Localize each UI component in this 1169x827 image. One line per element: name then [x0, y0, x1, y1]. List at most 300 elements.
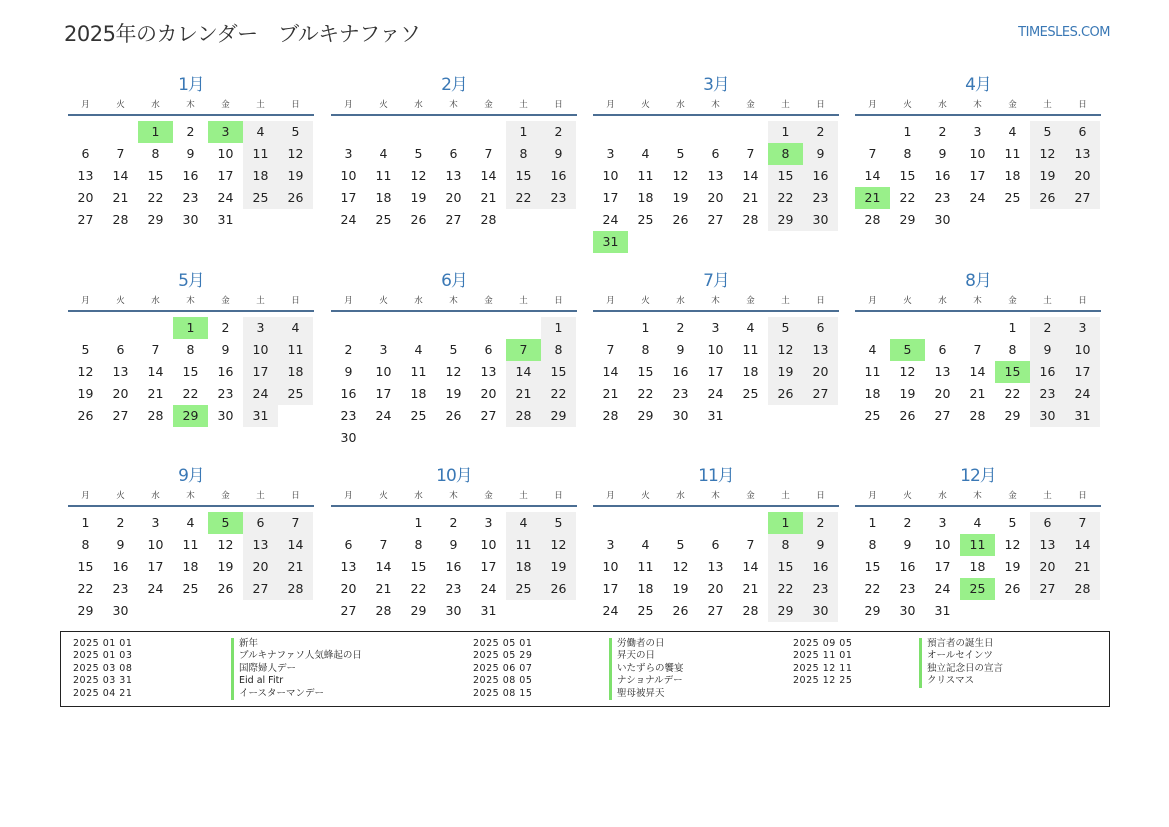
- day-cell[interactable]: 20: [243, 556, 278, 578]
- day-cell[interactable]: 22: [506, 187, 541, 209]
- day-cell[interactable]: 23: [182, 190, 199, 205]
- day-cell[interactable]: 26: [768, 383, 803, 405]
- day-cell[interactable]: 27: [1065, 187, 1100, 209]
- day-cell[interactable]: 12: [672, 559, 689, 574]
- day-cell[interactable]: 21: [506, 383, 541, 405]
- day-cell[interactable]: 19: [672, 190, 689, 205]
- day-cell[interactable]: 6: [1030, 512, 1065, 534]
- day-cell[interactable]: 5: [1030, 121, 1065, 143]
- day-cell[interactable]: 13: [77, 168, 94, 183]
- day-cell[interactable]: 3: [711, 320, 720, 335]
- day-cell[interactable]: 15: [864, 559, 881, 574]
- day-cell[interactable]: 30: [340, 430, 357, 445]
- day-cell[interactable]: 6: [344, 537, 353, 552]
- day-cell[interactable]: 29: [899, 212, 916, 227]
- day-cell[interactable]: 27: [1030, 578, 1065, 600]
- day-cell[interactable]: 19: [217, 559, 234, 574]
- day-cell[interactable]: 28: [147, 408, 164, 423]
- day-cell[interactable]: 18: [864, 386, 881, 401]
- day-cell[interactable]: 14: [864, 168, 881, 183]
- day-cell[interactable]: 23: [899, 581, 916, 596]
- day-cell[interactable]: 3: [484, 515, 493, 530]
- day-cell[interactable]: 18: [506, 556, 541, 578]
- day-cell[interactable]: 21: [147, 386, 164, 401]
- day-cell[interactable]: 15: [147, 168, 164, 183]
- day-cell[interactable]: 3: [938, 515, 947, 530]
- day-cell[interactable]: 23: [1030, 383, 1065, 405]
- day-cell[interactable]: 28: [742, 603, 759, 618]
- day-cell[interactable]: 15: [541, 361, 576, 383]
- day-cell[interactable]: 1: [868, 515, 877, 530]
- day-cell[interactable]: 13: [480, 364, 497, 379]
- day-cell[interactable]: 11: [506, 534, 541, 556]
- day-cell[interactable]: 13: [707, 168, 724, 183]
- day-cell[interactable]: 25: [375, 212, 392, 227]
- day-cell[interactable]: 26: [541, 578, 576, 600]
- holiday-day-cell[interactable]: 8: [768, 143, 803, 165]
- day-cell[interactable]: 5: [541, 512, 576, 534]
- day-cell[interactable]: 20: [707, 190, 724, 205]
- day-cell[interactable]: 6: [484, 342, 493, 357]
- day-cell[interactable]: 6: [938, 342, 947, 357]
- day-cell[interactable]: 27: [480, 408, 497, 423]
- day-cell[interactable]: 12: [1030, 143, 1065, 165]
- day-cell[interactable]: 13: [934, 364, 951, 379]
- day-cell[interactable]: 9: [186, 146, 195, 161]
- day-cell[interactable]: 27: [803, 383, 838, 405]
- day-cell[interactable]: 24: [243, 383, 278, 405]
- day-cell[interactable]: 19: [445, 386, 462, 401]
- day-cell[interactable]: 13: [1065, 143, 1100, 165]
- day-cell[interactable]: 6: [81, 146, 90, 161]
- day-cell[interactable]: 11: [410, 364, 427, 379]
- day-cell[interactable]: 4: [1008, 124, 1017, 139]
- day-cell[interactable]: 14: [112, 168, 129, 183]
- day-cell[interactable]: 30: [445, 603, 462, 618]
- day-cell[interactable]: 16: [1030, 361, 1065, 383]
- day-cell[interactable]: 23: [934, 190, 951, 205]
- day-cell[interactable]: 15: [768, 165, 803, 187]
- holiday-day-cell[interactable]: 3: [208, 121, 243, 143]
- day-cell[interactable]: 20: [707, 581, 724, 596]
- day-cell[interactable]: 7: [278, 512, 313, 534]
- day-cell[interactable]: 29: [147, 212, 164, 227]
- day-cell[interactable]: 24: [340, 212, 357, 227]
- day-cell[interactable]: 24: [480, 581, 497, 596]
- day-cell[interactable]: 22: [77, 581, 94, 596]
- day-cell[interactable]: 25: [637, 603, 654, 618]
- day-cell[interactable]: 30: [112, 603, 129, 618]
- day-cell[interactable]: 12: [899, 364, 916, 379]
- day-cell[interactable]: 10: [934, 537, 951, 552]
- day-cell[interactable]: 14: [602, 364, 619, 379]
- day-cell[interactable]: 11: [375, 168, 392, 183]
- day-cell[interactable]: 1: [1008, 320, 1017, 335]
- day-cell[interactable]: 4: [414, 342, 423, 357]
- day-cell[interactable]: 4: [641, 146, 650, 161]
- day-cell[interactable]: 18: [1004, 168, 1021, 183]
- day-cell[interactable]: 5: [676, 146, 685, 161]
- day-cell[interactable]: 3: [344, 146, 353, 161]
- day-cell[interactable]: 5: [768, 317, 803, 339]
- day-cell[interactable]: 23: [803, 187, 838, 209]
- day-cell[interactable]: 11: [182, 537, 199, 552]
- day-cell[interactable]: 29: [768, 600, 803, 622]
- day-cell[interactable]: 29: [77, 603, 94, 618]
- day-cell[interactable]: 26: [672, 212, 689, 227]
- day-cell[interactable]: 18: [410, 386, 427, 401]
- day-cell[interactable]: 8: [768, 534, 803, 556]
- holiday-day-cell[interactable]: 5: [890, 339, 925, 361]
- day-cell[interactable]: 30: [217, 408, 234, 423]
- day-cell[interactable]: 17: [217, 168, 234, 183]
- day-cell[interactable]: 9: [1030, 339, 1065, 361]
- day-cell[interactable]: 29: [541, 405, 576, 427]
- day-cell[interactable]: 1: [541, 317, 576, 339]
- day-cell[interactable]: 22: [637, 386, 654, 401]
- day-cell[interactable]: 11: [864, 364, 881, 379]
- day-cell[interactable]: 5: [676, 537, 685, 552]
- day-cell[interactable]: 16: [803, 556, 838, 578]
- day-cell[interactable]: 9: [449, 537, 458, 552]
- day-cell[interactable]: 25: [506, 578, 541, 600]
- day-cell[interactable]: 15: [506, 165, 541, 187]
- day-cell[interactable]: 3: [1065, 317, 1100, 339]
- holiday-day-cell[interactable]: 31: [593, 231, 628, 253]
- day-cell[interactable]: 2: [344, 342, 353, 357]
- day-cell[interactable]: 3: [973, 124, 982, 139]
- day-cell[interactable]: 12: [1004, 537, 1021, 552]
- day-cell[interactable]: 9: [116, 537, 125, 552]
- day-cell[interactable]: 27: [445, 212, 462, 227]
- day-cell[interactable]: 16: [934, 168, 951, 183]
- day-cell[interactable]: 18: [375, 190, 392, 205]
- day-cell[interactable]: 10: [969, 146, 986, 161]
- day-cell[interactable]: 16: [899, 559, 916, 574]
- day-cell[interactable]: 26: [672, 603, 689, 618]
- day-cell[interactable]: 9: [903, 537, 912, 552]
- day-cell[interactable]: 15: [77, 559, 94, 574]
- day-cell[interactable]: 11: [637, 168, 654, 183]
- day-cell[interactable]: 18: [637, 581, 654, 596]
- day-cell[interactable]: 28: [278, 578, 313, 600]
- day-cell[interactable]: 19: [672, 581, 689, 596]
- day-cell[interactable]: 24: [217, 190, 234, 205]
- day-cell[interactable]: 18: [182, 559, 199, 574]
- day-cell[interactable]: 25: [742, 386, 759, 401]
- day-cell[interactable]: 3: [379, 342, 388, 357]
- day-cell[interactable]: 19: [899, 386, 916, 401]
- day-cell[interactable]: 28: [1065, 578, 1100, 600]
- day-cell[interactable]: 2: [116, 515, 125, 530]
- day-cell[interactable]: 6: [711, 537, 720, 552]
- day-cell[interactable]: 28: [506, 405, 541, 427]
- day-cell[interactable]: 4: [973, 515, 982, 530]
- holiday-day-cell[interactable]: 7: [506, 339, 541, 361]
- day-cell[interactable]: 3: [243, 317, 278, 339]
- day-cell[interactable]: 20: [803, 361, 838, 383]
- day-cell[interactable]: 18: [637, 190, 654, 205]
- day-cell[interactable]: 16: [182, 168, 199, 183]
- day-cell[interactable]: 8: [506, 143, 541, 165]
- day-cell[interactable]: 26: [1030, 187, 1065, 209]
- day-cell[interactable]: 14: [1065, 534, 1100, 556]
- day-cell[interactable]: 13: [112, 364, 129, 379]
- day-cell[interactable]: 2: [541, 121, 576, 143]
- day-cell[interactable]: 22: [768, 187, 803, 209]
- day-cell[interactable]: 17: [969, 168, 986, 183]
- day-cell[interactable]: 4: [641, 537, 650, 552]
- day-cell[interactable]: 27: [243, 578, 278, 600]
- day-cell[interactable]: 22: [864, 581, 881, 596]
- day-cell[interactable]: 7: [116, 146, 125, 161]
- day-cell[interactable]: 19: [768, 361, 803, 383]
- day-cell[interactable]: 8: [641, 342, 650, 357]
- day-cell[interactable]: 11: [742, 342, 759, 357]
- day-cell[interactable]: 18: [969, 559, 986, 574]
- day-cell[interactable]: 29: [410, 603, 427, 618]
- day-cell[interactable]: 17: [480, 559, 497, 574]
- day-cell[interactable]: 30: [803, 209, 838, 231]
- day-cell[interactable]: 3: [606, 146, 615, 161]
- day-cell[interactable]: 24: [969, 190, 986, 205]
- day-cell[interactable]: 28: [375, 603, 392, 618]
- day-cell[interactable]: 30: [934, 212, 951, 227]
- day-cell[interactable]: 21: [602, 386, 619, 401]
- day-cell[interactable]: 30: [182, 212, 199, 227]
- day-cell[interactable]: 17: [602, 581, 619, 596]
- day-cell[interactable]: 18: [243, 165, 278, 187]
- day-cell[interactable]: 7: [1065, 512, 1100, 534]
- day-cell[interactable]: 7: [746, 146, 755, 161]
- day-cell[interactable]: 26: [445, 408, 462, 423]
- day-cell[interactable]: 6: [803, 317, 838, 339]
- day-cell[interactable]: 23: [672, 386, 689, 401]
- day-cell[interactable]: 12: [672, 168, 689, 183]
- day-cell[interactable]: 31: [217, 212, 234, 227]
- day-cell[interactable]: 27: [934, 408, 951, 423]
- day-cell[interactable]: 31: [480, 603, 497, 618]
- day-cell[interactable]: 14: [742, 559, 759, 574]
- holiday-day-cell[interactable]: 15: [995, 361, 1030, 383]
- day-cell[interactable]: 10: [147, 537, 164, 552]
- day-cell[interactable]: 26: [1004, 581, 1021, 596]
- day-cell[interactable]: 17: [1065, 361, 1100, 383]
- day-cell[interactable]: 3: [606, 537, 615, 552]
- day-cell[interactable]: 1: [414, 515, 423, 530]
- day-cell[interactable]: 1: [903, 124, 912, 139]
- day-cell[interactable]: 14: [480, 168, 497, 183]
- day-cell[interactable]: 19: [77, 386, 94, 401]
- day-cell[interactable]: 28: [742, 212, 759, 227]
- day-cell[interactable]: 12: [410, 168, 427, 183]
- day-cell[interactable]: 21: [969, 386, 986, 401]
- day-cell[interactable]: 18: [278, 361, 313, 383]
- day-cell[interactable]: 20: [1065, 165, 1100, 187]
- holiday-day-cell[interactable]: 29: [173, 405, 208, 427]
- day-cell[interactable]: 8: [414, 537, 423, 552]
- day-cell[interactable]: 12: [445, 364, 462, 379]
- day-cell[interactable]: 2: [938, 124, 947, 139]
- day-cell[interactable]: 14: [506, 361, 541, 383]
- day-cell[interactable]: 22: [1004, 386, 1021, 401]
- day-cell[interactable]: 26: [410, 212, 427, 227]
- day-cell[interactable]: 23: [112, 581, 129, 596]
- day-cell[interactable]: 29: [1004, 408, 1021, 423]
- day-cell[interactable]: 25: [278, 383, 313, 405]
- day-cell[interactable]: 8: [541, 339, 576, 361]
- day-cell[interactable]: 11: [1004, 146, 1021, 161]
- day-cell[interactable]: 24: [1065, 383, 1100, 405]
- day-cell[interactable]: 11: [243, 143, 278, 165]
- day-cell[interactable]: 23: [445, 581, 462, 596]
- day-cell[interactable]: 14: [375, 559, 392, 574]
- day-cell[interactable]: 26: [899, 408, 916, 423]
- day-cell[interactable]: 10: [1065, 339, 1100, 361]
- day-cell[interactable]: 4: [868, 342, 877, 357]
- day-cell[interactable]: 27: [340, 603, 357, 618]
- day-cell[interactable]: 29: [637, 408, 654, 423]
- day-cell[interactable]: 25: [410, 408, 427, 423]
- day-cell[interactable]: 1: [641, 320, 650, 335]
- day-cell[interactable]: 28: [864, 212, 881, 227]
- day-cell[interactable]: 9: [803, 143, 838, 165]
- day-cell[interactable]: 4: [243, 121, 278, 143]
- day-cell[interactable]: 30: [1030, 405, 1065, 427]
- day-cell[interactable]: 11: [278, 339, 313, 361]
- day-cell[interactable]: 10: [480, 537, 497, 552]
- day-cell[interactable]: 1: [768, 121, 803, 143]
- day-cell[interactable]: 11: [637, 559, 654, 574]
- day-cell[interactable]: 28: [602, 408, 619, 423]
- day-cell[interactable]: 7: [151, 342, 160, 357]
- day-cell[interactable]: 30: [672, 408, 689, 423]
- day-cell[interactable]: 5: [1008, 515, 1017, 530]
- day-cell[interactable]: 12: [278, 143, 313, 165]
- day-cell[interactable]: 7: [973, 342, 982, 357]
- day-cell[interactable]: 22: [899, 190, 916, 205]
- day-cell[interactable]: 23: [217, 386, 234, 401]
- day-cell[interactable]: 9: [938, 146, 947, 161]
- day-cell[interactable]: 21: [480, 190, 497, 205]
- day-cell[interactable]: 14: [278, 534, 313, 556]
- day-cell[interactable]: 20: [934, 386, 951, 401]
- holiday-day-cell[interactable]: 25: [960, 578, 995, 600]
- day-cell[interactable]: 2: [903, 515, 912, 530]
- day-cell[interactable]: 2: [676, 320, 685, 335]
- day-cell[interactable]: 4: [506, 512, 541, 534]
- day-cell[interactable]: 4: [746, 320, 755, 335]
- day-cell[interactable]: 5: [278, 121, 313, 143]
- day-cell[interactable]: 24: [602, 212, 619, 227]
- day-cell[interactable]: 25: [864, 408, 881, 423]
- day-cell[interactable]: 31: [243, 405, 278, 427]
- day-cell[interactable]: 6: [243, 512, 278, 534]
- day-cell[interactable]: 10: [375, 364, 392, 379]
- day-cell[interactable]: 14: [147, 364, 164, 379]
- day-cell[interactable]: 22: [410, 581, 427, 596]
- day-cell[interactable]: 2: [1030, 317, 1065, 339]
- day-cell[interactable]: 8: [81, 537, 90, 552]
- day-cell[interactable]: 24: [934, 581, 951, 596]
- day-cell[interactable]: 24: [602, 603, 619, 618]
- day-cell[interactable]: 16: [340, 386, 357, 401]
- holiday-day-cell[interactable]: 1: [173, 317, 208, 339]
- day-cell[interactable]: 16: [217, 364, 234, 379]
- day-cell[interactable]: 16: [672, 364, 689, 379]
- day-cell[interactable]: 7: [606, 342, 615, 357]
- day-cell[interactable]: 4: [186, 515, 195, 530]
- day-cell[interactable]: 9: [344, 364, 353, 379]
- day-cell[interactable]: 20: [480, 386, 497, 401]
- day-cell[interactable]: 9: [541, 143, 576, 165]
- day-cell[interactable]: 2: [803, 512, 838, 534]
- day-cell[interactable]: 7: [746, 537, 755, 552]
- day-cell[interactable]: 27: [707, 603, 724, 618]
- day-cell[interactable]: 5: [414, 146, 423, 161]
- day-cell[interactable]: 6: [116, 342, 125, 357]
- day-cell[interactable]: 22: [182, 386, 199, 401]
- day-cell[interactable]: 2: [449, 515, 458, 530]
- day-cell[interactable]: 15: [182, 364, 199, 379]
- day-cell[interactable]: 17: [243, 361, 278, 383]
- day-cell[interactable]: 24: [707, 386, 724, 401]
- day-cell[interactable]: 3: [151, 515, 160, 530]
- day-cell[interactable]: 12: [541, 534, 576, 556]
- day-cell[interactable]: 31: [707, 408, 724, 423]
- day-cell[interactable]: 12: [768, 339, 803, 361]
- day-cell[interactable]: 26: [77, 408, 94, 423]
- day-cell[interactable]: 13: [243, 534, 278, 556]
- day-cell[interactable]: 14: [742, 168, 759, 183]
- day-cell[interactable]: 16: [541, 165, 576, 187]
- day-cell[interactable]: 22: [768, 578, 803, 600]
- day-cell[interactable]: 9: [676, 342, 685, 357]
- day-cell[interactable]: 10: [707, 342, 724, 357]
- day-cell[interactable]: 17: [934, 559, 951, 574]
- day-cell[interactable]: 12: [77, 364, 94, 379]
- day-cell[interactable]: 20: [340, 581, 357, 596]
- day-cell[interactable]: 23: [803, 578, 838, 600]
- day-cell[interactable]: 22: [541, 383, 576, 405]
- day-cell[interactable]: 23: [541, 187, 576, 209]
- day-cell[interactable]: 7: [379, 537, 388, 552]
- day-cell[interactable]: 24: [147, 581, 164, 596]
- day-cell[interactable]: 30: [803, 600, 838, 622]
- day-cell[interactable]: 28: [112, 212, 129, 227]
- day-cell[interactable]: 19: [278, 165, 313, 187]
- day-cell[interactable]: 26: [278, 187, 313, 209]
- day-cell[interactable]: 15: [899, 168, 916, 183]
- day-cell[interactable]: 17: [375, 386, 392, 401]
- day-cell[interactable]: 29: [768, 209, 803, 231]
- day-cell[interactable]: 21: [112, 190, 129, 205]
- day-cell[interactable]: 16: [803, 165, 838, 187]
- day-cell[interactable]: 27: [112, 408, 129, 423]
- day-cell[interactable]: 17: [707, 364, 724, 379]
- holiday-day-cell[interactable]: 21: [855, 187, 890, 209]
- day-cell[interactable]: 31: [1065, 405, 1100, 427]
- day-cell[interactable]: 2: [803, 121, 838, 143]
- day-cell[interactable]: 31: [934, 603, 951, 618]
- day-cell[interactable]: 6: [449, 146, 458, 161]
- day-cell[interactable]: 25: [182, 581, 199, 596]
- day-cell[interactable]: 20: [112, 386, 129, 401]
- day-cell[interactable]: 15: [768, 556, 803, 578]
- day-cell[interactable]: 8: [151, 146, 160, 161]
- day-cell[interactable]: 13: [340, 559, 357, 574]
- day-cell[interactable]: 13: [1030, 534, 1065, 556]
